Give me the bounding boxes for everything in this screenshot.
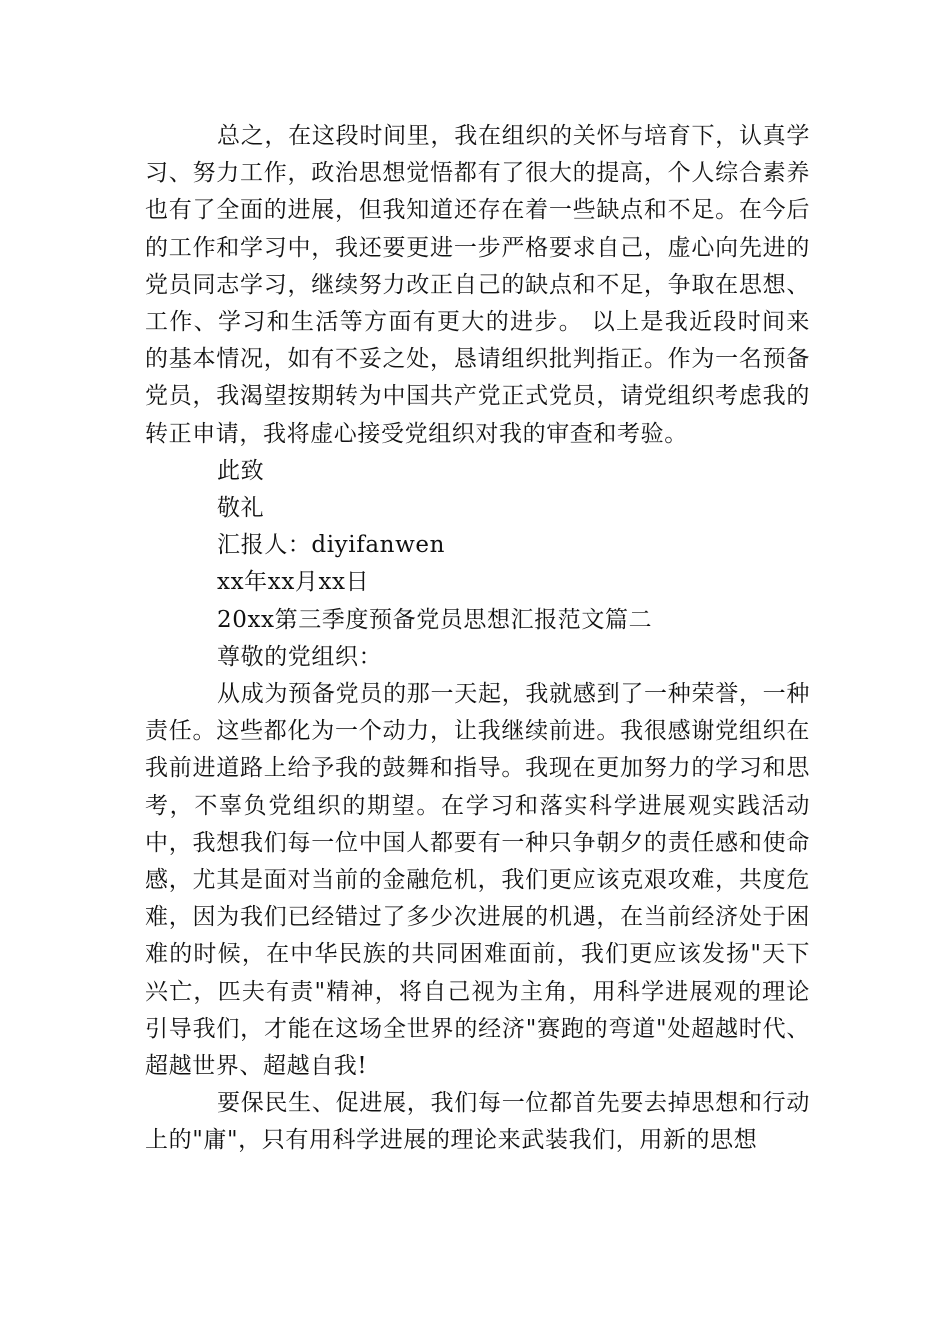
closing-jingli: 敬礼 xyxy=(217,495,265,522)
paragraph-body-2: 要保民生、促进展，我们每一位都首先要去掉思想和行动上的"庸"，只有用科学进展的理论来武装我们，用新的思想 xyxy=(145,1090,810,1154)
paragraph-body-1: 从成为预备党员的那一天起，我就感到了一种荣誉，一种责任。这些都化为一个动力，让我继续前进。我很感谢党组织在我前进道路上给予我的鼓舞和指导。我现在更加努力的学习和思考，不辜负党组织的期望。在学习和落实科学进展观实践活动中，我想我们每一位中国人都要有一种只争朝夕的责任感和使命感，尤其是面对当前的金融危机，我们更应该克艰攻难，共度危难，因为我们已经错过了多少次进展的机遇，在当前经济处于困难的时候，在中华民族的共同困难面前，我们更应该发扬"天下兴亡，匹夫有责"精神，将自己视为主角，用科学进展观的理论引导我们，才能在这场全世界的经济"赛跑的弯道"处超越时代、超越世界、超越自我! xyxy=(145,681,810,1080)
section-title: 20xx第三季度预备党员思想汇报范文篇二 xyxy=(217,606,653,633)
closing-cizhi: 此致 xyxy=(217,457,265,484)
reporter-signature: 汇报人：diyifanwen xyxy=(217,532,445,559)
report-date: xx年xx月xx日 xyxy=(217,569,370,596)
greeting: 尊敬的党组织： xyxy=(217,643,383,670)
paragraph-summary: 总之，在这段时间里，我在组织的关怀与培育下，认真学习、努力工作，政治思想觉悟都有了很大的提高，个人综合素养也有了全面的进展，但我知道还存在着一些缺点和不足。在今后的工作和学习中，我还要更进一步严格要求自己，虚心向先进的党员同志学习，继续努力改正自己的缺点和不足，争取在思想、工作、学习和生活等方面有更大的进步。 以上是我近段时间来的基本情况，如有不妥之处，恳请组织批判指正。作为一名预备党员，我渴望按期转为中国共产党正式党员，请党组织考虑我的转正申请，我将虚心接受党组织对我的审查和考验。 xyxy=(145,123,810,447)
document-body xyxy=(145,118,810,1160)
